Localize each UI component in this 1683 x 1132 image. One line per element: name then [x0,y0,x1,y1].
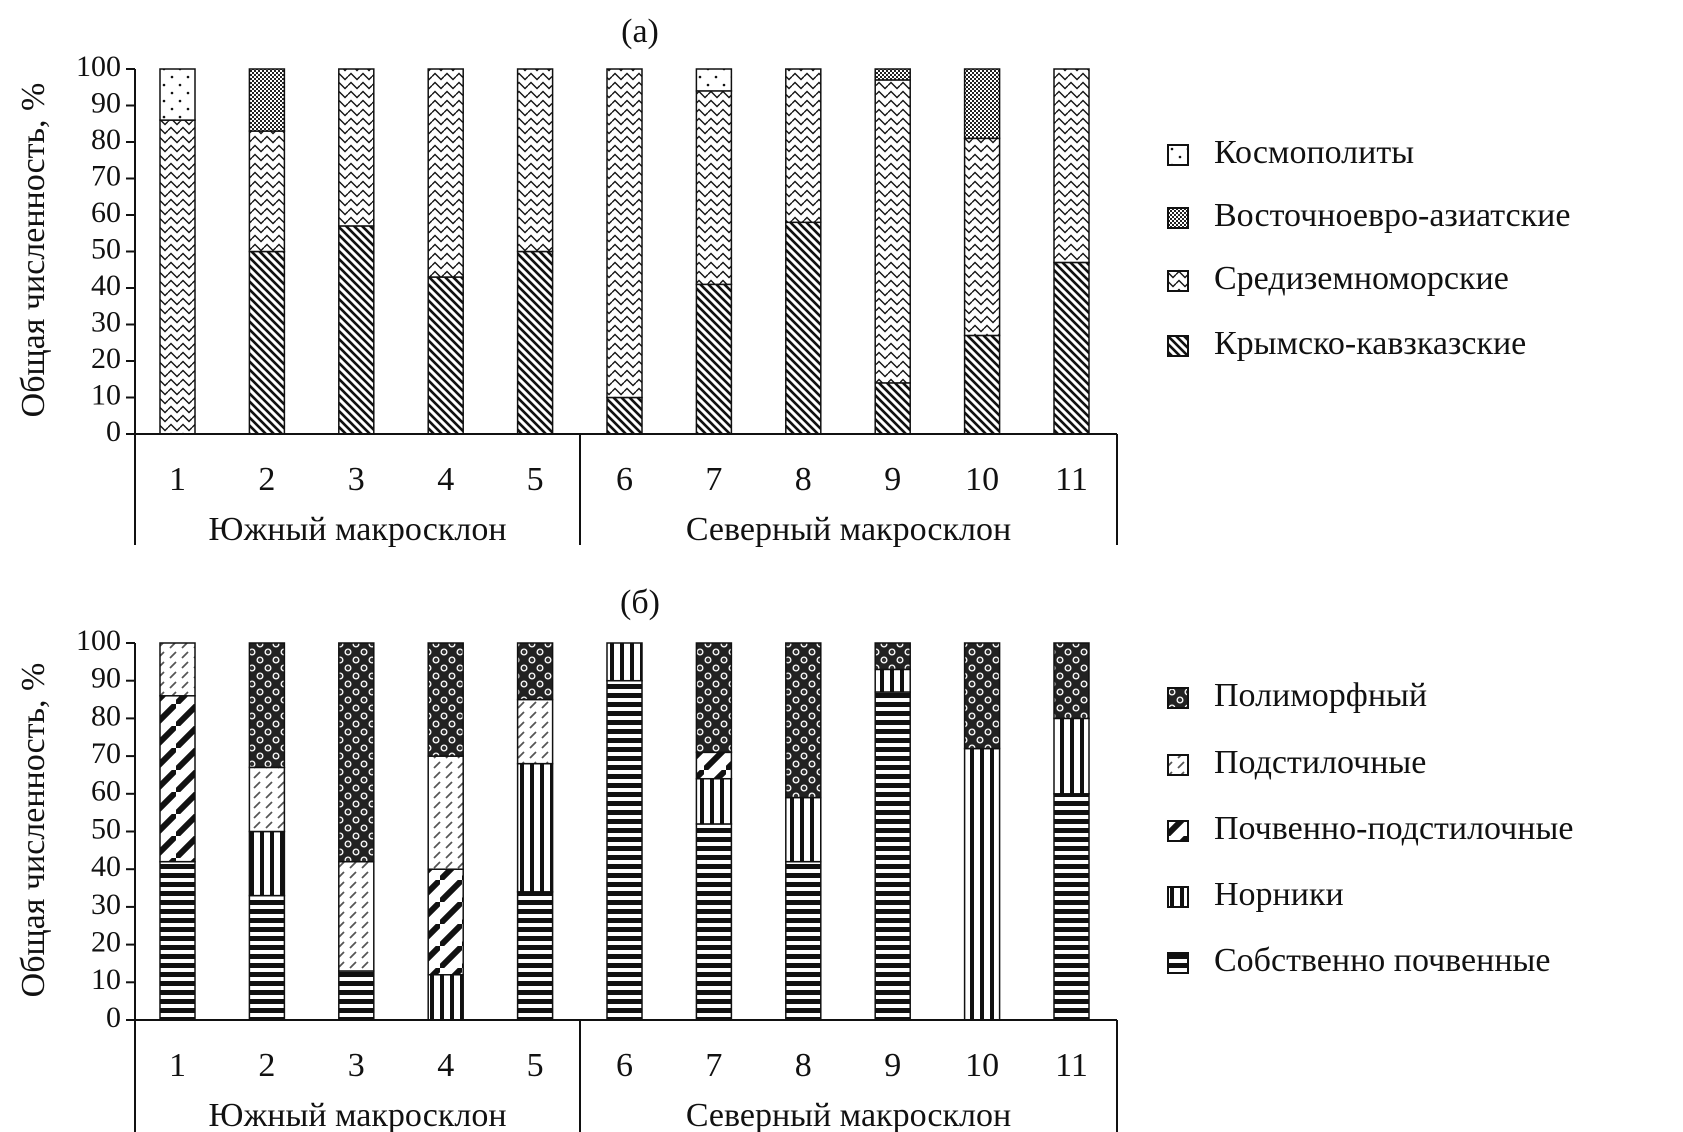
legend-label: Подстилочные [1214,743,1427,781]
bar-segment [339,643,374,862]
x-tick-label: 5 [526,460,544,498]
x-tick-label: 9 [884,1046,902,1084]
x-tick-label: 2 [258,460,276,498]
panel-label: (а) [621,12,659,50]
bar-segment [428,643,463,756]
y-tick-label: 80 [91,122,121,156]
bar-segment [160,862,195,1020]
panel-label: (б) [620,583,660,621]
x-tick-label: 11 [1055,1046,1088,1084]
bar-segment [786,222,821,434]
y-tick-label: 20 [91,341,121,375]
bar-segment [786,69,821,222]
y-tick-label: 40 [91,268,121,302]
group-label: Южный макросклон [208,1096,507,1132]
legend-swatch [1168,271,1188,291]
bar-segment [339,971,374,1020]
y-tick-label: 30 [91,305,121,339]
bar-segment [696,91,731,284]
bar-segment [428,69,463,277]
x-tick-label: 5 [526,1046,544,1084]
bar-segment [607,681,642,1020]
y-tick-label: 50 [91,812,121,846]
bar-segment [428,756,463,869]
x-tick-label: 1 [169,1046,186,1084]
legend-swatch [1168,336,1188,356]
x-tick-label: 3 [347,460,365,498]
y-tick-label: 70 [91,736,121,770]
bar-segment [428,975,463,1020]
y-tick-label: 60 [91,774,121,808]
legend-swatch [1168,953,1188,973]
x-tick-label: 6 [616,460,633,498]
y-tick-label: 60 [91,195,121,229]
y-axis-label: Общая численность, % [14,82,52,418]
bar-segment [428,869,463,975]
y-tick-label: 50 [91,232,121,266]
group-label: Северный макросклон [685,510,1012,548]
bar-segment [875,383,910,434]
legend-swatch [1168,208,1188,228]
bar-segment [518,764,553,892]
bar-segment [249,69,284,131]
x-tick-label: 7 [705,1046,723,1084]
bar-segment [249,252,284,435]
bar-segment [249,643,284,767]
x-tick-label: 9 [884,460,902,498]
legend [1168,677,1573,979]
bar-segment [875,69,910,80]
bar-segment [1054,69,1089,262]
bar-segment [696,779,731,824]
bar-segment [786,798,821,862]
x-tick-label: 10 [965,460,1000,498]
y-tick-label: 10 [91,378,121,412]
bar-segment [518,643,553,700]
bar-segment [249,767,284,831]
bar-segment [607,69,642,398]
x-tick-label: 10 [965,1046,1000,1084]
bar-segment [249,832,284,896]
x-tick-label: 3 [347,1046,365,1084]
y-tick-label: 100 [76,623,121,657]
bar-segment [696,643,731,752]
legend-label: Восточноевро-азиатские [1214,196,1571,234]
x-tick-label: 4 [437,460,455,498]
bar-segment [965,69,1000,138]
y-tick-label: 90 [91,86,121,120]
group-label: Северный макросклон [685,1096,1012,1132]
bar-segment [1054,718,1089,793]
bar-segment [339,226,374,434]
y-tick-label: 0 [106,414,121,448]
bar-segment [696,284,731,434]
bar-segment [160,696,195,862]
legend-swatch [1168,688,1188,708]
y-tick-label: 80 [91,699,121,733]
y-tick-label: 90 [91,661,121,695]
legend-swatch [1168,887,1188,907]
bar-segment [160,643,195,696]
legend-label: Норники [1214,875,1344,913]
y-tick-label: 20 [91,925,121,959]
x-tick-label: 2 [258,1046,276,1084]
y-tick-label: 40 [91,850,121,884]
legend-label: Космополиты [1214,133,1415,171]
bar-segment [1054,794,1089,1020]
y-tick-label: 100 [76,49,121,83]
chart-panel-2 [15,584,1574,1132]
chart-panel-1 [15,13,1571,548]
legend-label: Средиземноморские [1214,259,1509,297]
bar-segment [339,69,374,226]
bar-segment [965,138,1000,335]
bar-segment [696,752,731,778]
bar-segment [875,692,910,1020]
bar-segment [786,643,821,798]
x-tick-label: 1 [169,460,186,498]
x-tick-label: 11 [1055,460,1088,498]
bar-segment [786,862,821,1020]
legend-swatch [1168,755,1188,775]
bar-segment [965,749,1000,1020]
legend-swatch [1168,821,1188,841]
bar-segment [965,335,1000,434]
y-tick-label: 70 [91,159,121,193]
x-tick-label: 8 [794,1046,812,1084]
x-tick-label: 6 [616,1046,633,1084]
legend-label: Полиморфный [1214,676,1428,714]
y-tick-label: 30 [91,887,121,921]
legend-label: Собственно почвенные [1214,941,1551,979]
bar-segment [518,892,553,1020]
bar-segment [965,643,1000,749]
x-tick-label: 7 [705,460,723,498]
bar-segment [518,252,553,435]
bar-segment [1054,643,1089,718]
legend-label: Крымско-кавзказские [1214,324,1527,362]
y-axis-label: Общая численность, % [14,662,52,998]
bar-segment [875,669,910,692]
legend-label: Почвенно-подстилочные [1214,809,1574,847]
bar-segment [518,69,553,252]
bar-segment [696,69,731,91]
bar-segment [160,69,195,120]
bar-segment [607,643,642,681]
bar-segment [160,120,195,434]
bar-segment [1054,262,1089,434]
x-tick-label: 8 [794,460,812,498]
group-label: Южный макросклон [208,510,507,548]
legend [1168,134,1570,362]
bar-segment [249,896,284,1020]
bar-segment [875,80,910,383]
bar-segment [696,824,731,1020]
bar-segment [518,700,553,764]
bar-segment [249,131,284,251]
y-tick-label: 10 [91,963,121,997]
bar-segment [875,643,910,669]
x-tick-label: 4 [437,1046,455,1084]
y-tick-label: 0 [106,1000,121,1034]
bar-segment [607,398,642,435]
legend-swatch [1168,145,1188,165]
bar-segment [428,277,463,434]
bar-segment [339,862,374,971]
